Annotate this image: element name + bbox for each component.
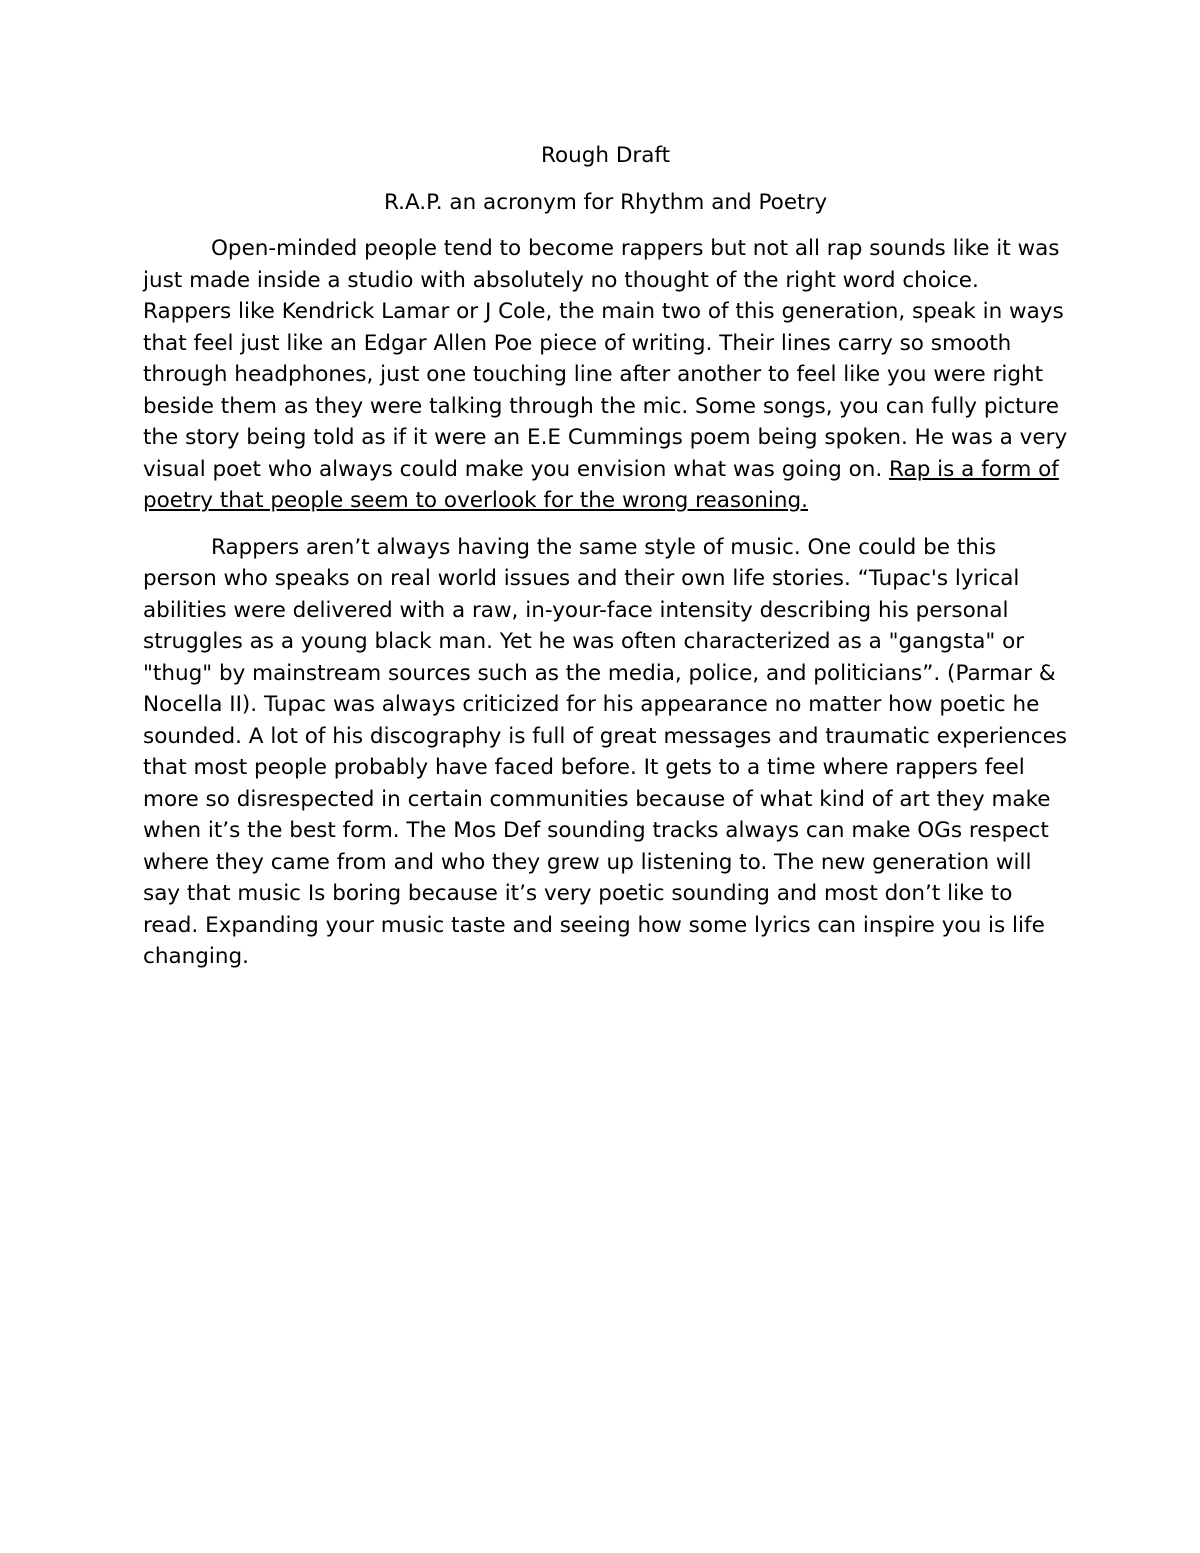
document-body	[143, 140, 1068, 988]
paragraph-1-text: Open-minded people tend to become rappers but not all rap sounds like it was just made inside a studio with absolutely no thought of the right word choice. Rappers like Kendrick Lamar or J Cole, the main two of this generation, speak in ways that feel just like an Edgar Allen Poe piece of writing. Their lines carry so smooth through headphones, just one touching line after another to feel like you were right beside them as they were talking through the mic. Some songs, you can fully picture the story being told as if it were an E.E Cummings poem being spoken. He was a very visual poet who always could make you envision what was going on.	[143, 236, 1068, 482]
paragraph-1	[143, 233, 1068, 517]
document-title: Rough Draft	[540, 143, 671, 168]
document-subtitle: R.A.P. an acronym for Rhythm and Poetry	[383, 189, 828, 215]
thesis-statement: Rap is a form of poetry that people seem to overlook for the wrong reasoning.	[143, 456, 1059, 513]
paragraph-2: Rappers aren’t always having the same style of music. One could be this person who speaks on real world issues and their own life stories. “Tupac's lyrical abilities were delivered with a raw, in-your-face intensity describing his personal struggles as a young black man. Yet he was often characterized as a "gangsta" or "thug" by mainstream sources such as the media, police, and politicians”. (Parmar & Nocella II). Tupac was always criticized for his appearance no matter how poetic he sounded. A lot of his discography is full of great messages and traumatic experiences that most people probably have faced before. It gets to a time where rappers feel more so disrespected in certain communities because of what kind of art they make when it’s the best form. The Mos Def sounding tracks always can make OGs respect where they came from and who they grew up listening to. The new generation will say that music Is boring because it’s very poetic sounding and most don’t like to read. Expanding your music taste and seeing how some lyrics can inspire you is life changing.	[143, 534, 1067, 969]
